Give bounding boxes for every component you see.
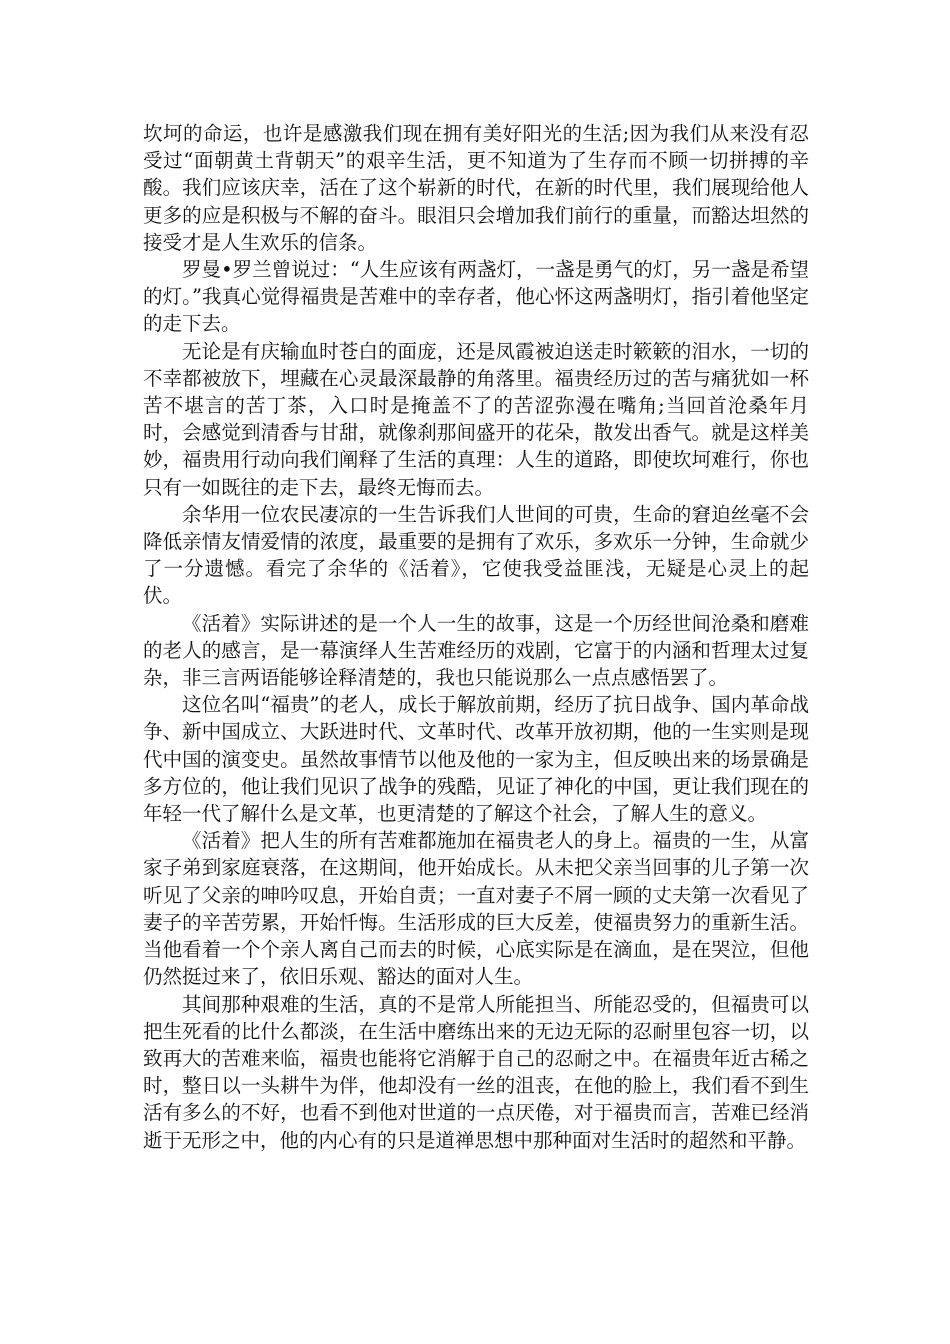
paragraph-2: 罗曼•罗兰曾说过：“人生应该有两盏灯，一盏是勇气的灯，另一盏是希望的灯。”我真心觉得福贵是苦难中的幸存者，他心怀这两盏明灯，指引着他坚定的走下去。 (143, 258, 809, 336)
paragraph-4: 余华用一位农民凄凉的一生告诉我们人世间的可贵，生命的窘迫丝毫不会降低亲情友情爱情的浓度，最重要的是拥有了欢乐，多欢乐一分钟，生命就少了一分遗憾。看完了余华的《活着》，它使我受益匪浅，无疑是心灵上的起伏。 (143, 502, 809, 608)
paragraph-6: 这位名叫“福贵”的老人，成长于解放前期，经历了抗日战争、国内革命战争、新中国成立、大跃进时代、文革时代、改革开放初期，他的一生实则是现代中国的演变史。虽然故事情节以他及他的一家为主，但反映出来的场景确是多方位的，他让我们见识了战争的残酷，见证了神化的中国，更让我们现在的年轻一代了解什么是文革，也更清楚的了解这个社会，了解人生的意义。 (143, 693, 809, 826)
paragraph-1: 坎坷的命运，也许是感激我们现在拥有美好阳光的生活;因为我们从来没有忍受过“面朝黄土背朝天”的艰辛生活，更不知道为了生存而不顾一切拼搏的辛酸。我们应该庆幸，活在了这个崭新的时代，在新的时代里，我们展现给他人更多的应是积极与不解的奋斗。眼泪只会增加我们前行的重量，而豁达坦然的接受才是人生欢乐的信条。 (143, 122, 809, 254)
paragraph-3: 无论是有庆输血时苍白的面庞，还是凤霞被迫送走时簌簌的泪水，一切的不幸都被放下，埋藏在心灵最深最静的角落里。福贵经历过的苦与痛犹如一杯苦不堪言的苦丁茶，入口时是掩盖不了的苦涩弥漫在嘴角;当回首沧桑年月时，会感觉到清香与甘甜，就像刹那间盛开的花朵，散发出香气。就是这样美妙，福贵用行动向我们阐释了生活的真理：人生的道路，即使坎坷难行，你也只有一如既往的走下去，最终无悔而去。 (143, 339, 809, 499)
paragraph-7: 《活着》把人生的所有苦难都施加在福贵老人的身上。福贵的一生，从富家子弟到家庭衰落，在这期间，他开始成长。从未把父亲当回事的儿子第一次听见了父亲的呻吟叹息，开始自责；一直对妻子不屑一顾的丈夫第一次看见了妻子的辛苦劳累，开始忏悔。生活形成的巨大反差，使福贵努力的重新生活。当他看着一个个亲人离自己而去的时候，心底实际是在滴血，是在哭泣，但他仍然挺过来了，依旧乐观、豁达的面对人生。 (143, 829, 809, 989)
paragraph-8: 其间那种艰难的生活，真的不是常人所能担当、所能忍受的，但福贵可以把生死看的比什么都淡，在生活中磨练出来的无边无际的忍耐里包容一切，以致再大的苦难来临，福贵也能将它消解于自己的忍耐之中。在福贵年近古稀之时，整日以一头耕牛为伴，他却没有一丝的沮丧，在他的脸上，我们看不到生活有多么的不好，也看不到他对世道的一点厌倦，对于福贵而言，苦难已经消逝于无形之中，他的内心有的只是道禅思想中那种面对生活时的超然和平静。 (143, 992, 809, 1152)
document-body (143, 120, 809, 1154)
paragraph-5: 《活着》实际讲述的是一个人一生的故事，这是一个历经世间沧桑和磨难的老人的感言，是一幕演绎人生苦难经历的戏剧，它富于的内涵和哲理太过复杂，非三言两语能够诠释清楚的，我也只能说那么一点点感悟罢了。 (143, 611, 809, 690)
